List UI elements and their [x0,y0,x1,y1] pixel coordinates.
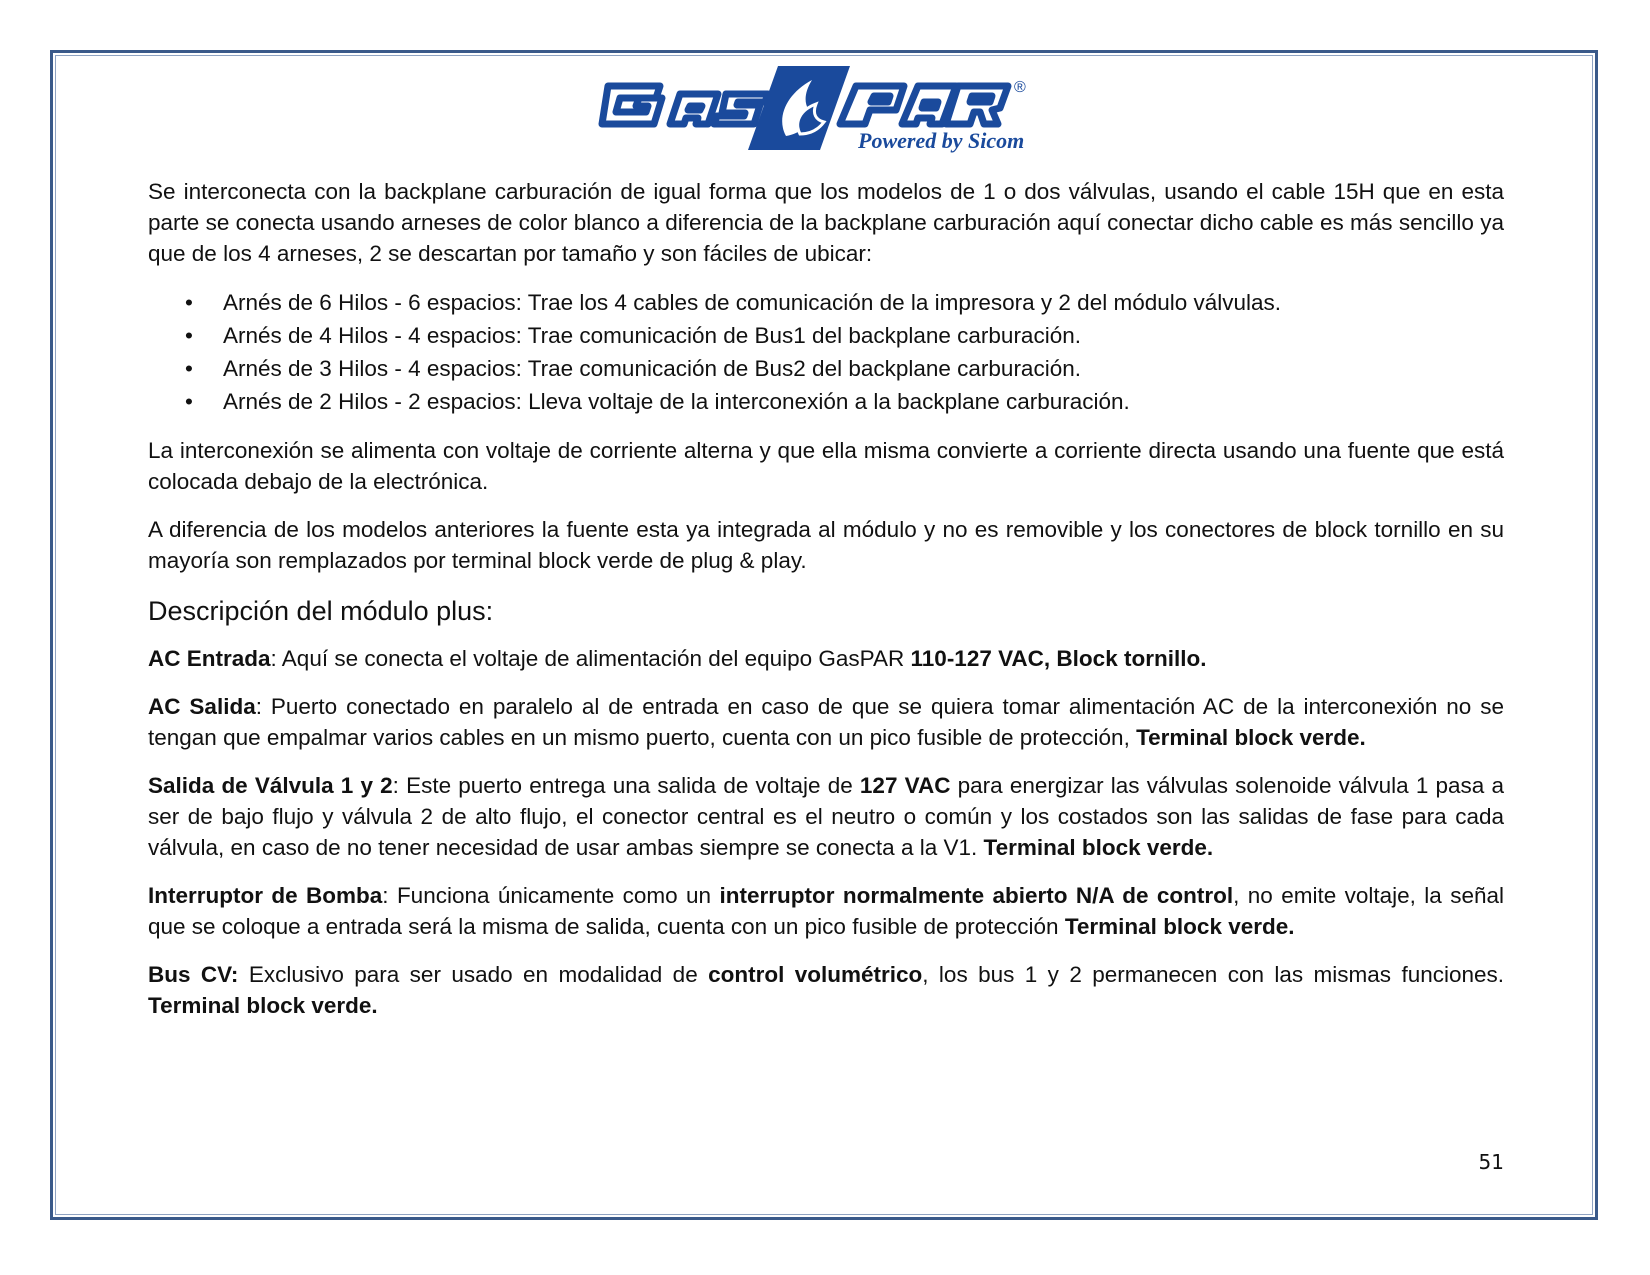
bullet-marker: • [185,290,193,315]
section-heading: Descripción del módulo plus: [148,596,494,626]
gaspar-logo [590,58,1070,154]
ac-salida-spec: Terminal block verde. [1136,725,1366,750]
salida-valvula-voltage: 127 VAC [859,773,951,798]
bus-cv-label: Bus CV: [148,962,239,987]
integrated-source-paragraph: A diferencia de los modelos anteriores la fuente esta ya integrada al módulo y no es removible y los conectores de block tornillo en su mayoría son remplazados por terminal block verde de plug & play. [148,517,1504,573]
interruptor-bomba-paragraph [148,880,1504,942]
interruptor-bomba-text-2: , no emite voltaje, la señal que se coloque a entrada será la misma de salida, cuenta con un pico fusible de protección [148,883,1504,939]
intro-paragraph: Se interconecta con la backplane carburación de igual forma que los modelos de 1 o dos válvulas, usando el cable 15H que en esta parte se conecta usando arneses de color blanco a diferencia de la backplane carburación aquí conectar dicho cable es más sencillo ya que de los 4 arneses, 2 se descartan por tamaño y son fáciles de ubicar: [148,179,1504,266]
list-item [185,385,1504,418]
logo-tagline: Powered by Sicom [858,128,1025,153]
bus-cv-paragraph [148,959,1504,1021]
ac-entrada-label: AC Entrada [148,646,271,671]
document-body [148,176,1504,1038]
harness-list [148,286,1504,418]
salida-valvula-spec: Terminal block verde. [983,835,1214,860]
salida-valvula-label: Salida de Válvula 1 y 2 [148,773,393,798]
bullet-marker: • [185,323,193,348]
interruptor-bomba-type: interruptor normalmente abierto N/A de control [719,883,1234,908]
bus-cv-text-2: , los bus 1 y 2 permanecen con las mismas funciones. [922,962,1505,987]
bus-cv-spec: Terminal block verde. [148,993,378,1018]
ac-salida-text: : Puerto conectado en paralelo al de entrada en caso de que se quiera tomar alimentación AC de la interconexión no se tengan que empalmar varios cables en un mismo puerto, cuenta con un pico fusible de protección, [148,694,1505,750]
ac-entrada-text: : Aquí se conecta el voltaje de alimentación del equipo GasPAR [270,646,911,671]
list-item [185,319,1504,352]
interruptor-bomba-text-1: : Funciona únicamente como un [382,883,720,908]
power-paragraph: La interconexión se alimenta con voltaje de corriente alterna y que ella misma convierte a corriente directa usando una fuente que está colocada debajo de la electrónica. [148,438,1504,494]
ac-salida-label: AC Salida [148,694,256,719]
list-item-text: Arnés de 4 Hilos - 4 espacios: Trae comunicación de Bus1 del backplane carburación. [223,323,1081,348]
ac-salida-paragraph [148,691,1504,753]
list-item-text: Arnés de 6 Hilos - 6 espacios: Trae los 4 cables de comunicación de la impresora y 2 del módulo válvulas. [223,290,1282,315]
bus-cv-text-1: Exclusivo para ser usado en modalidad de [238,962,709,987]
list-item [185,352,1504,385]
salida-valvula-text-2: para energizar las válvulas solenoide válvula 1 pasa a ser de bajo flujo y válvula 2 de alto flujo, el conector central es el neutro o común y los costados son las salidas de fase para cada válvula, en caso de no tener necesidad de usar ambas siempre se conecta a la V1. [148,773,1504,860]
salida-valvula-text-1: : Este puerto entrega una salida de voltaje de [392,773,860,798]
bullet-marker: • [185,356,193,381]
logo-registered-mark: ® [1014,79,1026,96]
interruptor-bomba-label: Interruptor de Bomba [148,883,383,908]
list-item-text: Arnés de 2 Hilos - 2 espacios: Lleva voltaje de la interconexión a la backplane carburación. [223,389,1130,414]
ac-entrada-spec: 110-127 VAC, Block tornillo. [910,646,1207,671]
bus-cv-mode: control volumétrico [708,962,923,987]
salida-valvula-paragraph [148,770,1504,863]
bullet-marker: • [185,389,193,414]
page-number: 51 [1478,1150,1504,1174]
gaspar-logo-graphic [590,58,1070,154]
ac-entrada-paragraph [148,643,1504,674]
interruptor-bomba-spec: Terminal block verde. [1064,914,1295,939]
list-item-text: Arnés de 3 Hilos - 4 espacios: Trae comunicación de Bus2 del backplane carburación. [223,356,1081,381]
list-item [185,286,1504,319]
